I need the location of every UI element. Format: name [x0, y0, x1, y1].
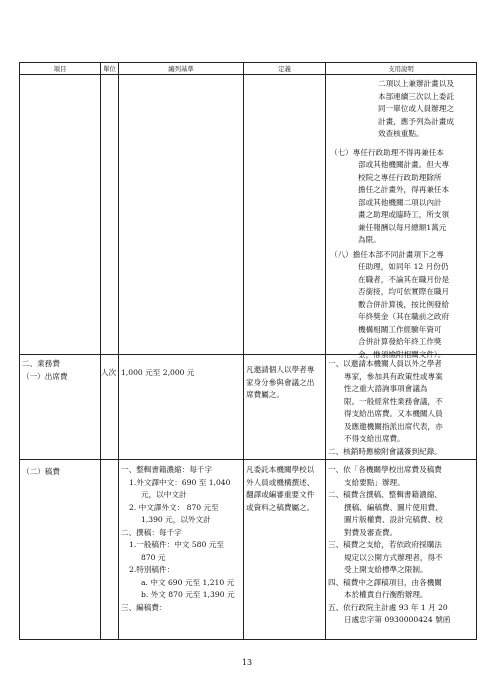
continued-note-line: 同一單位或人員辦理之 [378, 104, 454, 113]
manuscript-basis-line: 2. 中文譯外文： 870 元至 [129, 502, 219, 512]
continued-note-line: 校院之專任行政助理除所 [358, 172, 442, 182]
continued-note-line: 金，惟須檢附相關文件）。 [358, 349, 446, 359]
travel-unit: 人次 [101, 368, 117, 377]
travel-definition-line: 席費屬之。 [246, 390, 284, 399]
travel-notes [328, 358, 474, 458]
travel-note-line: 一、以邀請本機關人員以外之學者 [328, 359, 442, 368]
manuscript-note-line: 圖片版權費、設計完稿費、校 [344, 515, 443, 524]
continued-note-line: 二項以上兼辦計畫以及 [378, 79, 454, 88]
travel-basis: 1,000 元至 2,000 元 [121, 368, 195, 377]
table-top-border [19, 62, 477, 63]
travel-note-line: 及應邀機關指派出席代表，亦 [344, 421, 443, 431]
col-divider-2 [118, 62, 119, 640]
continued-note-line: 否銜接，均可依實際在職月 [358, 287, 450, 296]
continued-note-line: 部或其他機關二項以內計 [358, 197, 442, 207]
travel-note-line: 不得支給出席費。 [344, 434, 405, 443]
manuscript-basis-line: b. 外文 870 元至 1,390 元 [141, 590, 235, 599]
manuscript-definition-line: 外人員或機構撰述、 [246, 477, 315, 487]
travel-note-line: 專家，參加具有政策性或專案 [344, 371, 443, 381]
manuscript-note-line: 本於權責自行衡酌辦理。 [344, 590, 428, 599]
manuscript-basis-line: a. 中文 690 元至 1,210 元 [141, 577, 235, 587]
manuscript-definition [246, 464, 324, 514]
manuscript-item: （二）稿費 [22, 467, 60, 476]
manuscript-note-line: 三、稿費之支給，若依政府採購法 [328, 540, 442, 549]
continued-note-line: 機構相關工作經驗年資可 [358, 324, 442, 334]
manuscript-note-line: 撰稿、編稿費、圖片使用費、 [344, 502, 443, 512]
continued-note-line: 合併計算發給年終工作獎 [358, 337, 442, 346]
continued-note-line: 為限。 [358, 235, 381, 244]
manuscript-note-line: 受上開支給標準之限制。 [344, 565, 428, 574]
continued-note-line: 兼任報酬以每月總額1萬元 [358, 222, 447, 232]
header-bottom-border [19, 74, 477, 75]
manuscript-definition-line: 翻譯或編審重要文件 [246, 490, 315, 499]
manuscript-basis-line: 三、編稿費： [121, 602, 167, 612]
continued-note-line: （八）擔任本部不同計畫項下之專 [330, 249, 444, 259]
travel-definition-line: 家身分參與會議之出 [246, 377, 315, 387]
continued-note-line: 年終獎金（其在職前之政府 [358, 312, 450, 321]
travel-definition-line: 凡邀請個人以學者專 [246, 365, 315, 374]
manuscript-note-line: 日處忠字第 0930000424 號函 [344, 615, 451, 624]
manuscript-basis-line: 1.一般稿件：中文 580 元至 [129, 540, 224, 549]
travel-item-line: 二、業務費 [22, 359, 60, 368]
manuscript-basis-line: 1.外文譯中文：690 至 1,040 [129, 477, 231, 487]
continued-note-line: 本部連續三次以上委託 [378, 91, 454, 101]
continued-notes [330, 78, 474, 361]
manuscript-note-line: 規定以公開方式辦理者，得不 [344, 552, 443, 562]
travel-item [22, 358, 100, 383]
page-number: 13 [241, 658, 253, 667]
manuscript-note-line: 五、依行政院主計處 93 年 1 月 20 [328, 602, 448, 612]
col-divider-1 [100, 62, 101, 640]
travel-note-line: 二、核銷時應檢附會議簽到紀錄。 [328, 446, 442, 456]
manuscript-note-line: 支給要點」辦理。 [344, 477, 405, 487]
manuscript-basis-line: 元，以中文計 [141, 490, 187, 499]
travel-definition [246, 364, 324, 402]
continued-note-line: 畫之助理或臨時工，所支領 [358, 210, 450, 219]
manuscript-note-line: 一、依「各機關學校出席費及稿費 [328, 465, 442, 474]
manuscript-definition-line: 或資料之稿費屬之。 [246, 502, 315, 512]
manuscript-definition-line: 凡委託本機關學校以 [246, 465, 315, 474]
travel-item-line: （一）出席費 [22, 371, 68, 381]
continued-note-line: 部或其他機關計畫。但大專 [358, 160, 450, 169]
table-bottom-border [19, 639, 477, 640]
continued-note-line: 任助理，如同年 12 月份仍 [358, 262, 449, 271]
header-definition: 定義 [278, 65, 291, 73]
header-basis: 編列基準 [168, 65, 194, 73]
manuscript-notes [328, 464, 474, 627]
manuscript-basis-line: 2.特別稿件： [129, 565, 175, 574]
table-right-border [476, 62, 477, 640]
header-item: 項目 [53, 65, 67, 73]
continued-note-line: 在職者，不論其在職月份是 [358, 274, 450, 284]
continued-note-line: 效查核重點。 [378, 129, 424, 138]
manuscript-basis-line: 1,390 元，以外文計 [141, 515, 211, 524]
row-divider-2 [19, 459, 477, 460]
col-divider-3 [243, 62, 244, 640]
travel-note-line: 限。一般經常性業務會議，不 [344, 396, 443, 406]
col-divider-4 [325, 62, 326, 640]
manuscript-note-line: 二、稿費含撰稿、整輯書籍濃縮、 [328, 490, 442, 499]
travel-note-line: 得支給出席費。又本機關人員 [344, 409, 443, 418]
continued-note-line: 計畫，應予列為計畫成 [378, 116, 454, 126]
travel-note-line: 性之重大諮詢事項會議為 [344, 384, 428, 393]
continued-note-line: （七）專任行政助理不得再兼任本 [330, 147, 444, 157]
continued-note-line: 擔任之計畫外，得再兼任本 [358, 185, 450, 194]
manuscript-note-line: 對費及審查費。 [344, 527, 398, 537]
header-notes: 支用說明 [388, 65, 414, 73]
continued-note-line: 數合併計算後，按比例發給 [358, 299, 450, 309]
header-unit: 單位 [103, 65, 116, 73]
manuscript-note-line: 四、稿費中之譯稿項目，由各機關 [328, 577, 442, 587]
manuscript-basis [121, 464, 243, 614]
manuscript-basis-line: 二、撰稿：每千字 [121, 527, 182, 537]
manuscript-basis-line: 一、整輯書籍濃縮：每千字 [121, 465, 213, 474]
manuscript-basis-line: 870 元 [141, 552, 166, 562]
table-left-border [19, 62, 20, 640]
